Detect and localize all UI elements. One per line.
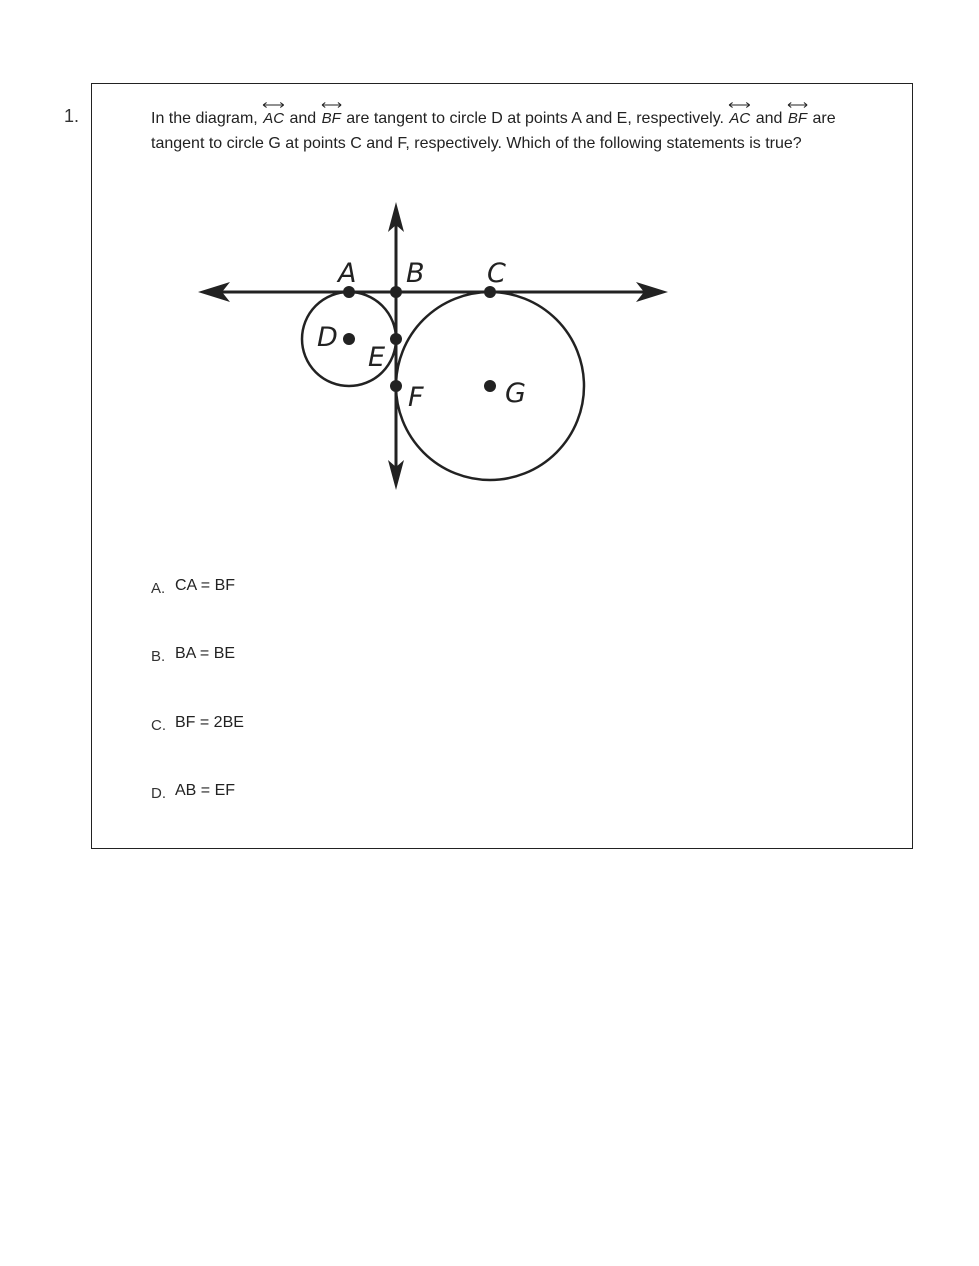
tangent-circles-diagram xyxy=(192,196,672,496)
label-c: C xyxy=(487,258,506,289)
choice-letter: A. xyxy=(151,580,166,597)
point-b xyxy=(390,286,402,298)
label-a: A xyxy=(338,258,357,289)
ray-ac-1: AC xyxy=(262,106,285,131)
double-arrow-icon xyxy=(321,101,342,109)
choice-d[interactable] xyxy=(151,782,235,800)
choice-text: AB = EF xyxy=(175,782,236,799)
double-arrow-icon xyxy=(728,101,751,109)
stem-text-1: In the diagram, xyxy=(151,110,258,127)
label-e: E xyxy=(368,342,386,373)
stem-text-3: are tangent to circle G at points C and F, respectively. Which of the following statements is true? xyxy=(151,110,836,152)
choice-text: BF = 2BE xyxy=(175,714,244,731)
ray-bf-2: BF xyxy=(787,106,808,131)
point-g xyxy=(484,380,496,392)
choice-letter: C. xyxy=(151,717,166,734)
double-arrow-icon xyxy=(262,101,285,109)
stem-and-1: and xyxy=(289,110,317,127)
point-e xyxy=(390,333,402,345)
label-f: F xyxy=(408,382,424,413)
question-card xyxy=(91,83,913,849)
choice-letter: D. xyxy=(151,785,166,802)
stem-text-2: are tangent to circle D at points A and E, respectively. xyxy=(346,110,724,127)
choice-text: CA = BF xyxy=(175,577,236,594)
point-f xyxy=(390,380,402,392)
label-g: G xyxy=(505,378,526,409)
choice-text: BA = BE xyxy=(175,645,236,662)
question-stem xyxy=(151,106,851,156)
stem-and-2: and xyxy=(755,110,783,127)
point-d xyxy=(343,333,355,345)
choice-letter: B. xyxy=(151,648,166,665)
label-d: D xyxy=(317,322,338,353)
double-arrow-icon xyxy=(787,101,808,109)
choice-b[interactable] xyxy=(151,645,235,663)
question-number: 1. xyxy=(64,106,80,126)
choice-a[interactable] xyxy=(151,577,235,595)
choice-c[interactable] xyxy=(151,714,244,732)
label-b: B xyxy=(406,258,425,289)
ray-ac-2: AC xyxy=(728,106,751,131)
ray-bf-1: BF xyxy=(321,106,342,131)
